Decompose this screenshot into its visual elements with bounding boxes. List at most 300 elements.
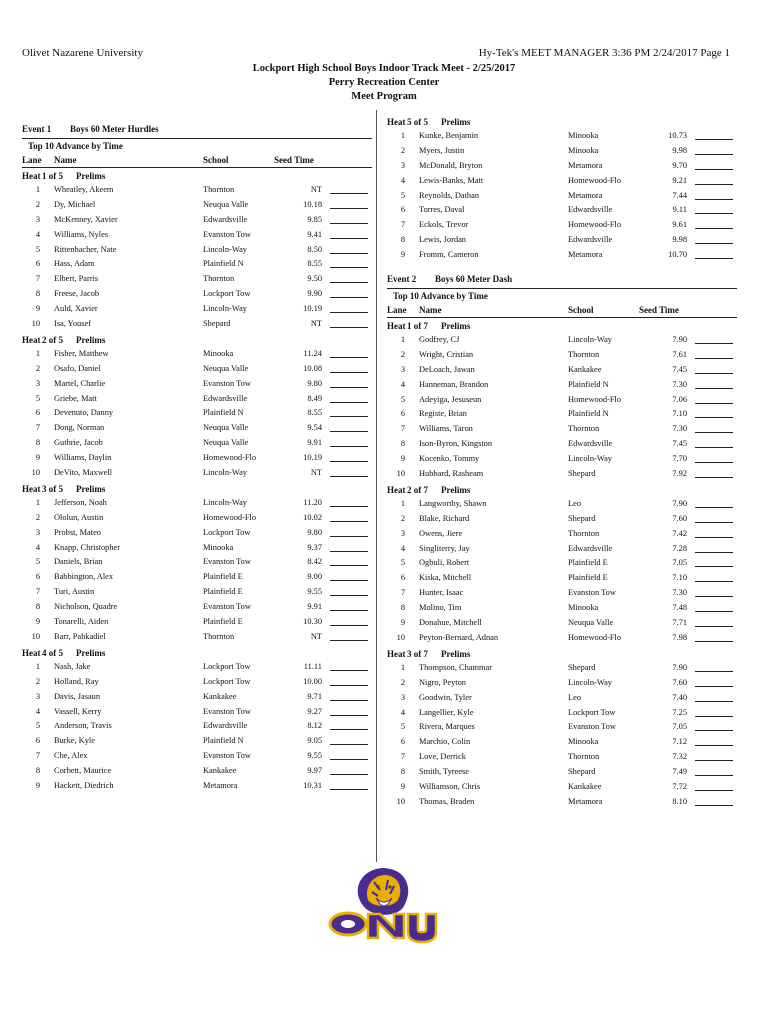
lane-number: 3 <box>400 364 405 374</box>
athlete-name: Thompson, Chammar <box>419 662 493 672</box>
athlete-name: Wheatley, Akeem <box>54 185 114 194</box>
event-number: Event 1 <box>22 124 52 134</box>
athlete-name: Donahue, Mitchell <box>419 618 482 628</box>
entry-row <box>22 526 372 541</box>
athlete-name: Goodwin, Tyler <box>419 692 472 702</box>
result-blank-line <box>695 373 733 374</box>
entry-row <box>22 734 372 749</box>
lane-number: 2 <box>400 513 405 523</box>
school-name: Lincoln-Way <box>568 454 612 464</box>
entry-row <box>22 630 372 645</box>
result-blank-line <box>695 477 733 478</box>
school-name: Plainfield E <box>568 558 608 568</box>
school-name: Kankakee <box>568 781 602 791</box>
school-name: Leo <box>568 498 582 508</box>
seed-time: NT <box>310 468 322 478</box>
seed-time: 9.41 <box>307 229 322 239</box>
heat-type: Prelims <box>441 648 471 659</box>
heat-label: Heat <box>387 321 406 332</box>
seed-time: 10.19 <box>303 304 322 314</box>
col-school-header: School <box>568 305 594 316</box>
seed-time: 7.05 <box>672 558 687 568</box>
seed-time: 7.30 <box>672 588 687 598</box>
school-name: Neuqua Valle <box>568 618 614 628</box>
athlete-name: Ololun, Austin <box>54 512 104 522</box>
athlete-name: Hunter, Isaac <box>419 588 464 598</box>
heat-header <box>22 645 372 660</box>
lane-number: 1 <box>400 498 405 508</box>
school-name: Edwardsville <box>568 439 613 449</box>
seed-time: 9.61 <box>672 220 687 230</box>
result-blank-line <box>330 700 368 701</box>
lane-number: 2 <box>35 512 40 522</box>
result-blank-line <box>330 446 368 447</box>
result-blank-line <box>695 462 733 463</box>
heat-type: Prelims <box>76 171 106 181</box>
result-blank-line <box>695 775 733 776</box>
entry-row <box>387 467 737 482</box>
athlete-name: Elbert, Parris <box>54 274 99 284</box>
school-name: Minooka <box>568 131 599 140</box>
seed-time: 11.20 <box>303 497 322 507</box>
school-name: Metamora <box>568 796 603 806</box>
result-blank-line <box>695 154 733 155</box>
school-name: Thornton <box>568 424 600 434</box>
heat-type: Prelims <box>76 334 106 345</box>
entry-row <box>22 615 372 630</box>
athlete-name: Lewis-Banks, Matt <box>419 175 484 185</box>
col-seed-header: Seed Time <box>274 155 314 165</box>
lane-number: 5 <box>35 721 40 731</box>
lane-number: 3 <box>400 528 405 538</box>
school-name: Metamora <box>568 250 603 260</box>
seed-time: 7.70 <box>672 454 687 464</box>
heat-header <box>22 481 372 496</box>
entry-row <box>22 302 372 317</box>
lane-number: 2 <box>400 349 405 359</box>
result-blank-line <box>330 685 368 686</box>
lane-number: 9 <box>35 617 40 627</box>
result-blank-line <box>695 537 733 538</box>
lane-number: 8 <box>35 289 40 299</box>
school-name: Lockport Tow <box>203 661 251 671</box>
heat-type: Prelims <box>441 484 471 495</box>
lane-number: 2 <box>35 199 40 209</box>
school-name: Lincoln-Way <box>203 497 247 507</box>
col-seed-header: Seed Time <box>639 305 679 316</box>
lane-number: 8 <box>400 235 405 245</box>
heat-label: Heat <box>387 484 406 495</box>
school-name: Minooka <box>568 603 599 613</box>
school-name: Kankakee <box>203 766 237 776</box>
title-block <box>0 62 768 104</box>
result-blank-line <box>695 184 733 185</box>
result-blank-line <box>330 267 368 268</box>
lane-number: 4 <box>400 707 405 717</box>
col-name-header: Name <box>54 155 77 165</box>
seed-time: 10.31 <box>303 780 322 790</box>
athlete-name: Holland, Ray <box>54 676 99 686</box>
entry-row <box>22 600 372 615</box>
athlete-name: Reynolds, Dathan <box>419 190 480 200</box>
lane-number: 8 <box>35 602 40 612</box>
athlete-name: Dong, Norman <box>54 423 105 433</box>
school-name: Shepard <box>568 767 596 777</box>
athlete-name: Blake, Richard <box>419 513 470 523</box>
seed-time: 7.25 <box>672 707 687 717</box>
result-blank-line <box>695 566 733 567</box>
lane-number: 1 <box>35 497 40 507</box>
school-name: Kankakee <box>568 364 602 374</box>
lane-number: 6 <box>400 409 405 419</box>
heat-header <box>387 114 737 129</box>
athlete-name: Fromm, Cameron <box>419 250 479 260</box>
athlete-name: Dy, Michael <box>54 199 96 209</box>
seed-time: 11.24 <box>303 348 322 358</box>
result-blank-line <box>695 626 733 627</box>
lane-number: 2 <box>400 677 405 687</box>
athlete-name: Kocenko, Tommy <box>419 454 480 464</box>
lane-number: 8 <box>35 766 40 776</box>
school-name: Thornton <box>568 349 600 359</box>
athlete-name: Kunke, Benjamin <box>419 131 479 140</box>
lane-number: 9 <box>35 453 40 463</box>
school-name: Minooka <box>568 145 599 155</box>
athlete-name: Myers, Justin <box>419 145 465 155</box>
result-blank-line <box>330 670 368 671</box>
lane-number: 7 <box>35 423 40 433</box>
entry-row <box>22 570 372 585</box>
entry-row <box>22 541 372 556</box>
seed-time: 7.90 <box>672 498 687 508</box>
result-blank-line <box>330 640 368 641</box>
seed-time: 11.11 <box>303 661 322 671</box>
seed-time: 7.92 <box>672 469 687 479</box>
heat-number: 5 of 5 <box>407 117 428 127</box>
result-blank-line <box>695 701 733 702</box>
entry-row <box>387 437 737 452</box>
result-blank-line <box>695 358 733 359</box>
seed-time: 7.98 <box>672 632 687 642</box>
school-name: Evanston Tow <box>568 722 616 732</box>
heat-type: Prelims <box>76 483 106 494</box>
lane-number: 1 <box>35 185 40 194</box>
heat-label: Heat <box>387 648 406 659</box>
athlete-name: McKenney, Xavier <box>54 214 118 224</box>
athlete-name: Langellier, Kyle <box>419 707 474 717</box>
column-divider <box>376 110 377 862</box>
athlete-name: Anderson, Travis <box>54 721 112 731</box>
result-blank-line <box>330 774 368 775</box>
heat-number: 1 of 7 <box>407 321 428 332</box>
school-name: Homewood-Flo <box>203 453 257 463</box>
seed-time: 8.50 <box>307 244 322 254</box>
seed-time: 9.85 <box>307 214 322 224</box>
result-blank-line <box>330 372 368 373</box>
lane-number: 3 <box>35 691 40 701</box>
seed-time: 9.50 <box>307 274 322 284</box>
result-blank-line <box>695 243 733 244</box>
result-blank-line <box>330 357 368 358</box>
seed-time: 9.98 <box>672 145 687 155</box>
school-name: Lockport Tow <box>203 676 251 686</box>
school-name: Edwardsville <box>203 393 248 403</box>
school-name: Edwardsville <box>203 721 248 731</box>
entry-row <box>387 601 737 616</box>
result-blank-line <box>330 416 368 417</box>
athlete-name: Griebe, Matt <box>54 393 97 403</box>
lane-number: 10 <box>396 469 405 479</box>
school-name: Homewood-Flo <box>568 175 622 185</box>
athlete-name: Che, Alex <box>54 751 88 761</box>
result-blank-line <box>330 729 368 730</box>
lane-number: 6 <box>35 736 40 746</box>
entry-row <box>387 422 737 437</box>
seed-time: 9.37 <box>307 542 322 552</box>
school-name: Plainfield E <box>203 617 243 627</box>
seed-time: 7.30 <box>672 379 687 389</box>
school-name: Plainfield N <box>203 259 244 269</box>
entry-row <box>22 243 372 258</box>
heat-header <box>387 646 737 661</box>
athlete-name: Hubbard, Rasheam <box>419 469 484 479</box>
athlete-name: Lewis, Jordan <box>419 235 466 245</box>
result-blank-line <box>330 536 368 537</box>
athlete-name: Thomas, Braden <box>419 796 475 806</box>
athlete-name: Barr, Pahkadiel <box>54 631 106 641</box>
entry-row <box>387 735 737 750</box>
athlete-name: Nash, Jake <box>54 661 91 671</box>
school-name: Lockport Tow <box>568 707 616 717</box>
school-name: Plainfield N <box>203 408 244 418</box>
athlete-name: Jefferson, Noah <box>54 497 107 507</box>
seed-time: 7.71 <box>672 618 687 628</box>
event-name: Boys 60 Meter Hurdles <box>70 124 159 134</box>
lane-number: 2 <box>400 145 405 155</box>
result-blank-line <box>330 625 368 626</box>
athlete-name: Ogbuli, Robert <box>419 558 470 568</box>
athlete-name: Smith, Tyreese <box>419 767 469 777</box>
entry-row <box>22 705 372 720</box>
school-name: Plainfield N <box>568 379 609 389</box>
entry-row <box>387 144 737 159</box>
result-blank-line <box>695 522 733 523</box>
left-column <box>22 122 372 794</box>
athlete-name: Wright, Cristian <box>419 349 474 359</box>
entry-row <box>22 585 372 600</box>
lane-number: 1 <box>35 348 40 358</box>
entry-row <box>387 159 737 174</box>
entry-row <box>387 218 737 233</box>
athlete-name: Guthrie, Jacob <box>54 438 103 448</box>
seed-time: 9.54 <box>307 423 322 433</box>
result-blank-line <box>695 552 733 553</box>
school-name: Lockport Tow <box>203 289 251 299</box>
lane-number: 7 <box>400 752 405 762</box>
lane-number: 5 <box>35 557 40 567</box>
school-name: Lincoln-Way <box>203 244 247 254</box>
lane-number: 10 <box>31 631 40 641</box>
school-name: Leo <box>568 692 582 702</box>
logo-text: ONU <box>382 946 385 947</box>
seed-time: 7.49 <box>672 767 687 777</box>
seed-time: 9.97 <box>307 766 322 776</box>
entry-row <box>22 764 372 779</box>
seed-time: 7.60 <box>672 513 687 523</box>
athlete-name: Marchio, Colin <box>419 737 471 747</box>
athlete-name: Hanneman, Brandon <box>419 379 489 389</box>
heat-label: Heat <box>22 171 41 181</box>
school-name: Neuqua Valle <box>203 199 249 209</box>
athlete-name: Adeyiga, Jesuseun <box>419 394 482 404</box>
lane-number: 8 <box>400 603 405 613</box>
seed-time: 8.42 <box>307 557 322 567</box>
lane-number: 10 <box>396 632 405 642</box>
result-blank-line <box>330 551 368 552</box>
seed-time: 9.05 <box>307 736 322 746</box>
seed-time: 7.06 <box>672 394 687 404</box>
seed-time: 7.90 <box>672 662 687 672</box>
athlete-name: Williams, Taron <box>419 424 473 434</box>
athlete-name: Torres, Daval <box>419 205 465 215</box>
lane-number: 3 <box>400 692 405 702</box>
seed-time: 9.80 <box>307 527 322 537</box>
result-blank-line <box>330 387 368 388</box>
seed-time: 10.70 <box>668 250 687 260</box>
result-blank-line <box>330 327 368 328</box>
entry-row <box>22 421 372 436</box>
school-name: Thornton <box>568 528 600 538</box>
entry-row <box>387 765 737 780</box>
seed-time: 9.80 <box>307 378 322 388</box>
lane-number: 9 <box>400 618 405 628</box>
seed-time: 7.44 <box>672 190 687 200</box>
athlete-name: Osafo, Daniel <box>54 363 101 373</box>
entry-row <box>387 348 737 363</box>
seed-time: 7.90 <box>672 335 687 345</box>
seed-time: 7.61 <box>672 349 687 359</box>
school-name: Edwardsville <box>203 214 248 224</box>
school-name: Plainfield N <box>203 736 244 746</box>
school-name: Lincoln-Way <box>568 677 612 687</box>
athlete-name: Langworthy, Shawn <box>419 498 487 508</box>
event-title <box>387 272 737 286</box>
entry-row <box>387 203 737 218</box>
lane-number: 5 <box>400 190 405 200</box>
heat-number: 1 of 5 <box>42 171 63 181</box>
entry-row <box>22 555 372 570</box>
entry-row <box>387 676 737 691</box>
lane-number: 8 <box>35 438 40 448</box>
seed-time: 9.91 <box>307 438 322 448</box>
entry-row <box>387 189 737 204</box>
result-blank-line <box>330 208 368 209</box>
lane-number: 1 <box>400 131 405 140</box>
entry-row <box>22 362 372 377</box>
entry-row <box>387 129 737 144</box>
athlete-name: Molino, Tim <box>419 603 462 613</box>
result-blank-line <box>695 730 733 731</box>
school-name: Plainfield E <box>203 572 243 582</box>
entry-row <box>22 511 372 526</box>
athlete-name: Rittenbacher, Nate <box>54 244 117 254</box>
school-name: Plainfield E <box>203 587 243 597</box>
entry-row <box>22 347 372 362</box>
seed-time: 7.28 <box>672 543 687 553</box>
school-name: Kankakee <box>203 691 237 701</box>
lane-number: 6 <box>35 408 40 418</box>
lane-number: 3 <box>35 214 40 224</box>
lane-number: 10 <box>31 319 40 329</box>
school-name: Edwardsville <box>568 235 613 245</box>
athlete-name: Probst, Mateo <box>54 527 101 537</box>
result-blank-line <box>330 580 368 581</box>
entry-row <box>387 750 737 765</box>
school-name: Neuqua Valle <box>203 363 249 373</box>
school-name: Shepard <box>568 513 596 523</box>
result-blank-line <box>695 686 733 687</box>
seed-time: 7.48 <box>672 603 687 613</box>
result-blank-line <box>330 744 368 745</box>
result-blank-line <box>695 447 733 448</box>
lane-number: 4 <box>35 229 40 239</box>
tiger-head <box>358 868 408 915</box>
entry-row <box>22 183 372 198</box>
onu-letters <box>330 913 436 942</box>
school-name: Minooka <box>203 348 234 358</box>
lane-number: 9 <box>400 250 405 260</box>
seed-time: 8.10 <box>672 796 687 806</box>
column-headers <box>387 303 737 318</box>
lane-number: 6 <box>35 572 40 582</box>
seed-time: 9.70 <box>672 160 687 170</box>
seed-time: NT <box>310 185 322 194</box>
result-blank-line <box>330 759 368 760</box>
result-blank-line <box>695 716 733 717</box>
col-name-header: Name <box>419 305 442 316</box>
advance-rule: Top 10 Advance by Time <box>22 138 372 153</box>
school-name: Evanston Tow <box>203 378 251 388</box>
seed-time: 9.55 <box>307 751 322 761</box>
athlete-name: Ison-Byron, Kingston <box>419 439 493 449</box>
lane-number: 5 <box>400 394 405 404</box>
lane-number: 5 <box>35 393 40 403</box>
heat-number: 4 of 5 <box>42 647 63 658</box>
athlete-name: Tonarelli, Aiden <box>54 617 109 627</box>
lane-number: 4 <box>35 542 40 552</box>
lane-number: 9 <box>400 454 405 464</box>
seed-time: 7.12 <box>672 737 687 747</box>
athlete-name: Davis, Jasaun <box>54 691 101 701</box>
school-name: Lockport Tow <box>203 527 251 537</box>
seed-time: 10.73 <box>668 131 687 140</box>
athlete-name: Love, Derrick <box>419 752 466 762</box>
result-blank-line <box>695 417 733 418</box>
seed-time: 9.27 <box>307 706 322 716</box>
lane-number: 1 <box>35 661 40 671</box>
school-name: Homewood-Flo <box>568 394 622 404</box>
lane-number: 9 <box>35 780 40 790</box>
lane-number: 10 <box>396 796 405 806</box>
lane-number: 1 <box>400 335 405 345</box>
seed-time: 7.45 <box>672 439 687 449</box>
heat-label: Heat <box>22 647 41 658</box>
lane-number: 4 <box>400 175 405 185</box>
result-blank-line <box>330 476 368 477</box>
entry-row <box>22 690 372 705</box>
lane-number: 3 <box>400 160 405 170</box>
entry-row <box>387 631 737 646</box>
